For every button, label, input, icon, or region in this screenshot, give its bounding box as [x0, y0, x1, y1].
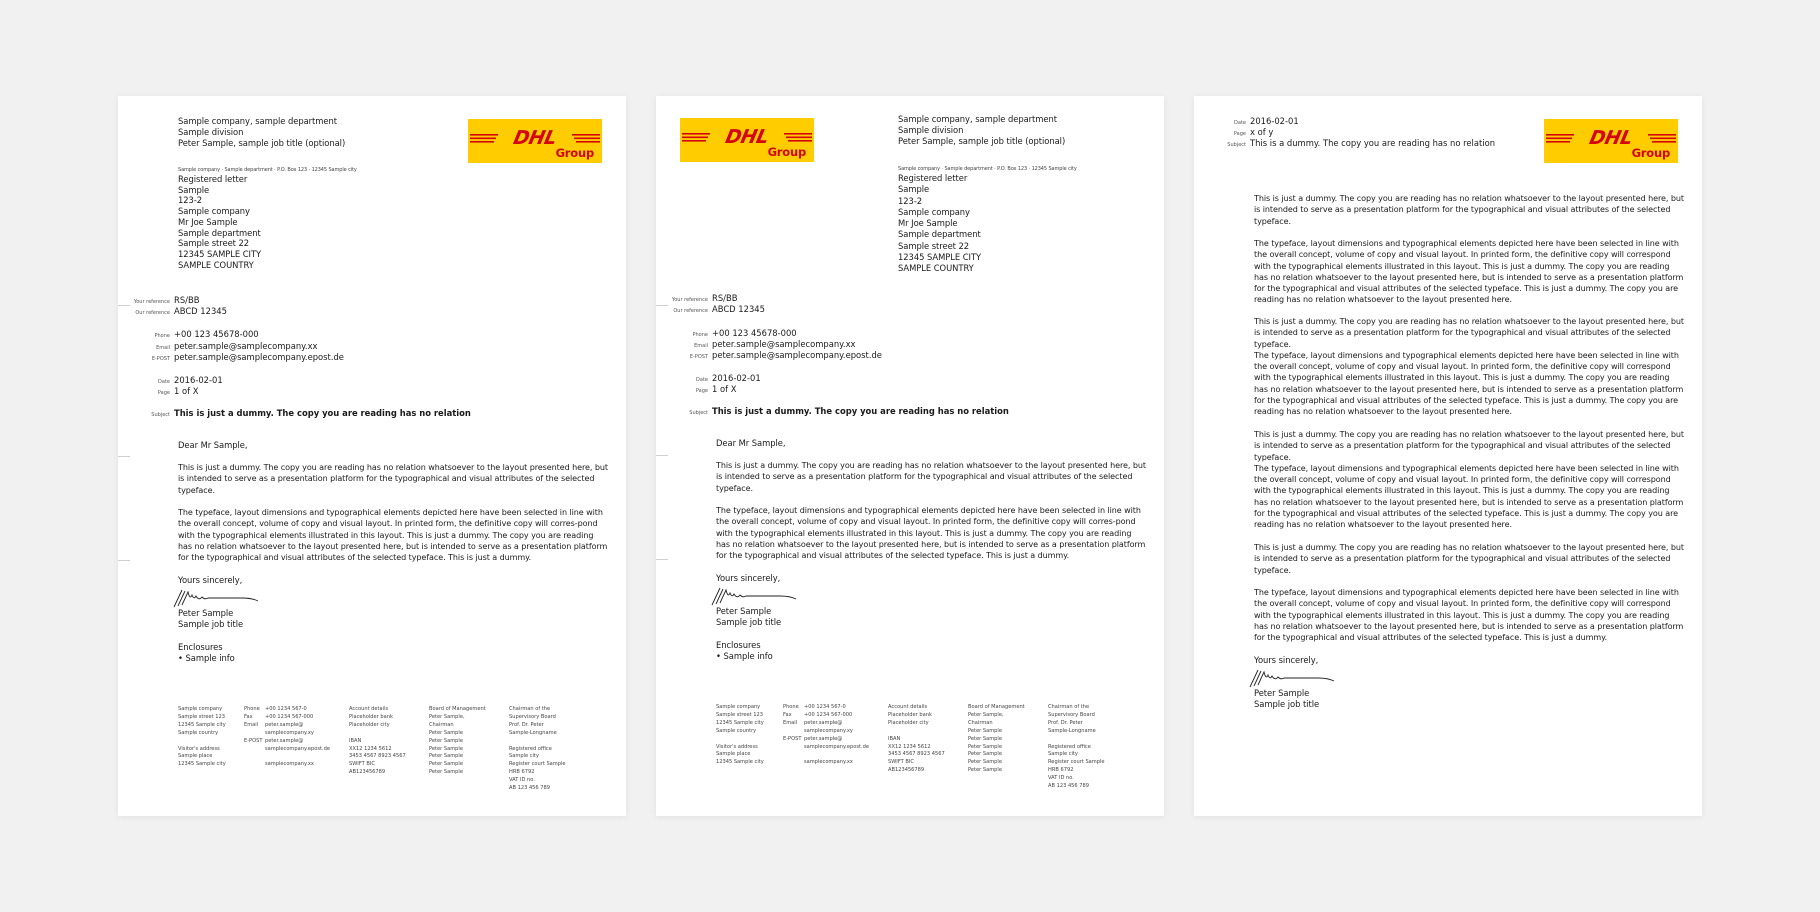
body-paragraph: The typeface, layout dimensions and typographical elements depicted here have been selected in line with the overall concept, volume of copy and visual layout. In printed form, the definitive copy will correspond with the typographical elements illustrated in this layout. This is just a dummy. The copy you are reading has no relation whatsoever to the layout presented here, but is intended to serve as a presentation platform for the typographical and visual attributes of the selected typeface. This is just a dummy. The copy you are reading has no relation whatsoever to the layout presented here. [1254, 239, 1684, 305]
signatory: Peter Sample Sample job title [1254, 688, 1320, 710]
subject-line: This is just a dummy. The copy you are reading has no relation [174, 408, 471, 418]
footer-contact: Phone +00 1234 567-0 Fax +00 1234 567-000 Email peter.sample@ samplecompany.xy E-POST peter.sample@ samplecompany.epost.de samplecompany.xx [783, 704, 870, 766]
body-paragraph-1: This is just a dummy. The copy you are reading has no relation whatsoever to the layout presented here, but is intended to serve as a presentation platform for the typographical and visual attributes of the selected typeface. [178, 463, 608, 495]
return-address: Sample company · Sample department · P.O. Box 123 · 12345 Sample city [898, 166, 1077, 172]
body-paragraph: This is just a dummy. The copy you are reading has no relation whatsoever to the layout presented here, but is intended to serve as a presentation platform for the typographical and visual attributes of the selected typeface. [1254, 194, 1684, 226]
recipient-address: Registered letter Sample 123-2 Sample company Mr Joe Sample Sample department Sample street 22 12345 SAMPLE CITY SAMPLE COUNTRY [898, 173, 982, 274]
signature-icon [710, 584, 800, 606]
body-paragraph-2: The typeface, layout dimensions and typographical elements depicted here have been selected in line with the overall concept, volume of copy and visual layout. In printed form, the definitive copy will corres-pond with the typographical elements illustrated in this layout. This is just a dummy. The copy you are reading has no relation whatsoever to the layout presented here, but is intended to serve as a presentation platform for the typographical and visual attributes of the selected typeface. This is just a dummy. [178, 508, 608, 563]
body-paragraph: This is just a dummy. The copy you are reading has no relation whatsoever to the layout presented here, but is intended to serve as a presentation platform for the typographical and visual attributes of the selected typeface. The typeface, layout dimensions and typographical elements depicted here have been selected in line with the overall concept, volume of copy and visual layout. In printed form, the definitive copy will correspond with the typographical elements illustrated in this layout. This is just a dummy. The copy you are reading has no relation whatsoever to the layout presented here, but is intended to serve as a presentation platform for the typographical and visual attributes of the selected typeface. This is just a dummy. The copy you are reading has no relation whatsoever to the layout presented here. [1254, 317, 1684, 417]
letter-page-3-continuation: Date 2016-02-01 Page x of y Subject This is a dummy. The copy you are reading has no relation DHL Group This is just a dummy. The copy you are reading has no relation whatsoever to the layout presented here, but is intended to serve as a presentation platform for the typographical and visual attributes of the selected typeface. The typeface, layout dimensions and typographical elements depicted here have been selected in line with the overall concept, volume of copy and visual layout. In printed form, the definitive copy will correspond with the typographical elements illustrated in this layout. This is just a dummy. The copy you are reading has no relation whatsoever to the layout presented here, but is intended to serve as a presentation platform for the typographical and visual attributes of the selected typeface. This is just a dummy. The copy you are reading has no relation whatsoever to the layout presented here. This is just a dummy. The copy you are reading has no relation whatsoever to the layout presented here, but is intended to serve as a presentation platform for the typographical and visual attributes of the selected typeface. The typeface, layout dimensions and typographical elements depicted here have been selected in line with the overall concept, volume of copy and visual layout. In printed form, the definitive copy will correspond with the typographical elements illustrated in this layout. This is just a dummy. The copy you are reading has no relation whatsoever to the layout presented here, but is intended to serve as a presentation platform for the typographical and visual attributes of the selected typeface. This is just a dummy. The copy you are reading has no relation whatsoever to the layout presented here. This is just a dummy. The copy you are reading has no relation whatsoever to the layout presented here, but is intended to serve as a presentation platform for the typographical and visual attributes of the selected typeface. The typeface, layout dimensions and typographical elements depicted here have been selected in line with the overall concept, volume of copy and visual layout. In printed form, the definitive copy will correspond with the typographical elements illustrated in this layout. This is just a dummy. The copy you are reading has no relation whatsoever to the layout presented here, but is intended to serve as a presentation platform for the typographical and visual attributes of the selected typeface. This is just a dummy. The copy you are reading has no relation whatsoever to the layout presented here. This is just a dummy. The copy you are reading has no relation whatsoever to the layout presented here, but is intended to serve as a presentation platform for the typographical and visual attributes of the selected typeface. The typeface, layout dimensions and typographical elements depicted here have been selected in line with the overall concept, volume of copy and visual layout. In printed form, the definitive copy will correspond with the typographical elements illustrated in this layout. This is just a dummy. The copy you are reading has no relation whatsoever to the layout presented here, but is intended to serve as a presentation platform for the typographical and visual attributes of the selected typeface. This is just a dummy. Yours sincerely, Peter Sample Sample job title [1194, 96, 1702, 816]
footer-address: Sample company Sample street 123 12345 Sample city Sample country Visitor's address Sample place 12345 Sample city [178, 706, 226, 768]
dhl-group-logo [1544, 119, 1678, 163]
enclosures: Enclosures • Sample info [178, 642, 235, 664]
epost-link[interactable]: peter.sample@samplecompany.epost.de [712, 350, 882, 360]
footer-board: Board of Management Peter Sample, Chairman Peter Sample Peter Sample Peter Sample Peter Sample Peter Sample Peter Sample [429, 706, 486, 776]
logo-group-label: Group [1631, 146, 1670, 160]
footer-account: Account details Placeholder bank Placeholder city IBAN XX12 1234 5612 3453 4567 8923 4567 SWIFT BIC AB123456789 [888, 704, 945, 774]
epost-link[interactable]: peter.sample@samplecompany.epost.de [174, 352, 344, 362]
logo-group-label: Group [767, 145, 806, 159]
logo-group-label: Group [555, 146, 594, 160]
footer-chairman: Chairman of the Supervisory Board Prof. Dr. Peter Sample-Longname Registered office Sample city Register court Sample HRB 6792 VAT ID no. AB 123 456 789 [509, 706, 566, 792]
letter-page-2-logo-left: DHL Group Sample company, sample department Sample division Peter Sample, sample job title (optional) Sample company · Sample department · P.O. Box 123 · 12345 Sample city Registered letter Sample 123-2 Sample company Mr Joe Sample Sample department Sample street 22 12345 SAMPLE CITY SAMPLE COUNTRY Your reference RS/BB Our reference ABCD 12345 Phone +00 123 45678-000 Email peter.sample@samplecompany.xx E-POST peter.sample@samplecompany.epost.de Date 2016-02-01 Page 1 of X Subject This is just a dummy. The copy you are reading has no relation Dear Mr Sample, This is just a dummy. The copy you are reading has no relation whatsoever to the layout presented here, but is intended to serve as a presentation platform for the typographical and visual attributes of the selected typeface. The typeface, layout dimensions and typographical elements depicted here have been selected in line with the overall concept, volume of copy and visual layout. In printed form, the definitive copy will corres-pond with the typographical elements illustrated in this layout. This is just a dummy. The copy you are reading has no relation whatsoever to the layout presented here, but is intended to serve as a presentation platform for the typographical and visual attributes of the selected typeface. This is just a dummy. Yours sincerely, Peter Sample Sample job title Enclosures • Sample info Sample company Sample street 123 12345 Sample city Sample country Visitor's address Sample place 12345 Sample city Phone +00 1234 567-0 Fax +00 1234 567-000 Email peter.sample@ samplecompany.xy E-POST peter.sample@ samplecompany.epost.de samplecompany.xx Account details Placeholder bank Placeholder city IBAN XX12 1234 5612 3453 4567 8923 4567 SWIFT BIC AB123456789 Board of Management Peter Sample, Chairman Peter Sample Peter Sample Peter Sample Peter Sample Peter Sample Peter Sample Chairman of the Supervisory Board Prof. Dr. Peter Sample-Longname Registered office Sample city Register court Sample HRB 6792 VAT ID no. AB 123 456 789 [656, 96, 1164, 816]
valediction: Yours sincerely, [716, 573, 781, 583]
dhl-group-logo [680, 118, 814, 162]
return-address: Sample company · Sample department · P.O. Box 123 · 12345 Sample city [178, 167, 357, 173]
footer-account: Account details Placeholder bank Placeholder city IBAN XX12 1234 5612 3453 4567 8923 4567 SWIFT BIC AB123456789 [349, 706, 406, 776]
subject-line: This is a dummy. The copy you are reading has no relation [1250, 138, 1496, 148]
email-link[interactable]: peter.sample@samplecompany.xx [174, 341, 318, 351]
footer-address: Sample company Sample street 123 12345 Sample city Sample country Visitor's address Sample place 12345 Sample city [716, 704, 764, 766]
footer-chairman: Chairman of the Supervisory Board Prof. Dr. Peter Sample-Longname Registered office Sample city Register court Sample HRB 6792 VAT ID no. AB 123 456 789 [1048, 704, 1105, 790]
letter-page-1-logo-right: Sample company, sample department Sample division Peter Sample, sample job title (optional) DHL Group Sample company · Sample department · P.O. Box 123 · 12345 Sample city Registered letter Sample 123-2 Sample company Mr Joe Sample Sample department Sample street 22 12345 SAMPLE CITY SAMPLE COUNTRY Your reference RS/BB Our reference ABCD 12345 Phone +00 123 45678-000 Email peter.sample@samplecompany.xx E-POST peter.sample@samplecompany.epost.de Date 2016-02-01 Page 1 of X Subject This is just a dummy. The copy you are reading has no relation Dear Mr Sample, This is just a dummy. The copy you are reading has no relation whatsoever to the layout presented here, but is intended to serve as a presentation platform for the typographical and visual attributes of the selected typeface. The typeface, layout dimensions and typographical elements depicted here have been selected in line with the overall concept, volume of copy and visual layout. In printed form, the definitive copy will corres-pond with the typographical elements illustrated in this layout. This is just a dummy. The copy you are reading has no relation whatsoever to the layout presented here, but is intended to serve as a presentation platform for the typographical and visual attributes of the selected typeface. This is just a dummy. Yours sincerely, Peter Sample Sample job title Enclosures • Sample info Sample company Sample street 123 12345 Sample city Sample country Visitor's address Sample place 12345 Sample city Phone +00 1234 567-0 Fax +00 1234 567-000 Email peter.sample@ samplecompany.xy E-POST peter.sample@ samplecompany.epost.de samplecompany.xx Account details Placeholder bank Placeholder city IBAN XX12 1234 5612 3453 4567 8923 4567 SWIFT BIC AB123456789 Board of Management Peter Sample, Chairman Peter Sample Peter Sample Peter Sample Peter Sample Peter Sample Peter Sample Chairman of the Supervisory Board Prof. Dr. Peter Sample-Longname Registered office Sample city Register court Sample HRB 6792 VAT ID no. AB 123 456 789 [118, 96, 626, 816]
signature-icon [172, 586, 262, 608]
svg-text:DHL: DHL [511, 126, 559, 149]
fold-mark [118, 456, 130, 457]
valediction: Yours sincerely, [178, 575, 243, 585]
body-paragraph: This is just a dummy. The copy you are reading has no relation whatsoever to the layout presented here, but is intended to serve as a presentation platform for the typographical and visual attributes of the selected typeface. [1254, 543, 1684, 575]
valediction: Yours sincerely, [1254, 655, 1319, 665]
recipient-address: Registered letter Sample 123-2 Sample company Mr Joe Sample Sample department Sample street 22 12345 SAMPLE CITY SAMPLE COUNTRY [178, 174, 262, 270]
enclosures: Enclosures • Sample info [716, 640, 773, 662]
fold-mark [118, 560, 130, 561]
body-paragraph-1: This is just a dummy. The copy you are reading has no relation whatsoever to the layout presented here, but is intended to serve as a presentation platform for the typographical and visual attributes of the selected typeface. [716, 461, 1146, 493]
svg-text:DHL: DHL [1587, 126, 1635, 149]
footer-board: Board of Management Peter Sample, Chairman Peter Sample Peter Sample Peter Sample Peter Sample Peter Sample Peter Sample [968, 704, 1025, 774]
fold-mark [656, 559, 668, 560]
signature-icon [1248, 666, 1338, 688]
svg-text:DHL: DHL [723, 125, 771, 148]
sender-block: Sample company, sample department Sample division Peter Sample, sample job title (optional) [898, 114, 1066, 147]
signatory: Peter Sample Sample job title [178, 608, 244, 630]
footer-contact: Phone +00 1234 567-0 Fax +00 1234 567-000 Email peter.sample@ samplecompany.xy E-POST peter.sample@ samplecompany.epost.de samplecompany.xx [244, 706, 331, 768]
body-paragraph-2: The typeface, layout dimensions and typographical elements depicted here have been selected in line with the overall concept, volume of copy and visual layout. In printed form, the definitive copy will corres-pond with the typographical elements illustrated in this layout. This is just a dummy. The copy you are reading has no relation whatsoever to the layout presented here, but is intended to serve as a presentation platform for the typographical and visual attributes of the selected typeface. This is just a dummy. [716, 506, 1146, 561]
signatory: Peter Sample Sample job title [716, 606, 782, 628]
body-paragraph: The typeface, layout dimensions and typographical elements depicted here have been selected in line with the overall concept, volume of copy and visual layout. In printed form, the definitive copy will correspond with the typographical elements illustrated in this layout. This is just a dummy. The copy you are reading has no relation whatsoever to the layout presented here, but is intended to serve as a presentation platform for the typographical and visual attributes of the selected typeface. This is just a dummy. [1254, 588, 1684, 643]
body-paragraph: This is just a dummy. The copy you are reading has no relation whatsoever to the layout presented here, but is intended to serve as a presentation platform for the typographical and visual attributes of the selected typeface. The typeface, layout dimensions and typographical elements depicted here have been selected in line with the overall concept, volume of copy and visual layout. In printed form, the definitive copy will correspond with the typographical elements illustrated in this layout. This is just a dummy. The copy you are reading has no relation whatsoever to the layout presented here, but is intended to serve as a presentation platform for the typographical and visual attributes of the selected typeface. This is just a dummy. The copy you are reading has no relation whatsoever to the layout presented here. [1254, 430, 1684, 530]
salutation: Dear Mr Sample, [178, 440, 248, 450]
dhl-group-logo [468, 119, 602, 163]
email-link[interactable]: peter.sample@samplecompany.xx [712, 339, 856, 349]
fold-mark [656, 455, 668, 456]
subject-line: This is just a dummy. The copy you are reading has no relation [712, 406, 1009, 416]
sender-block: Sample company, sample department Sample division Peter Sample, sample job title (optional) [178, 116, 346, 149]
salutation: Dear Mr Sample, [716, 438, 786, 448]
